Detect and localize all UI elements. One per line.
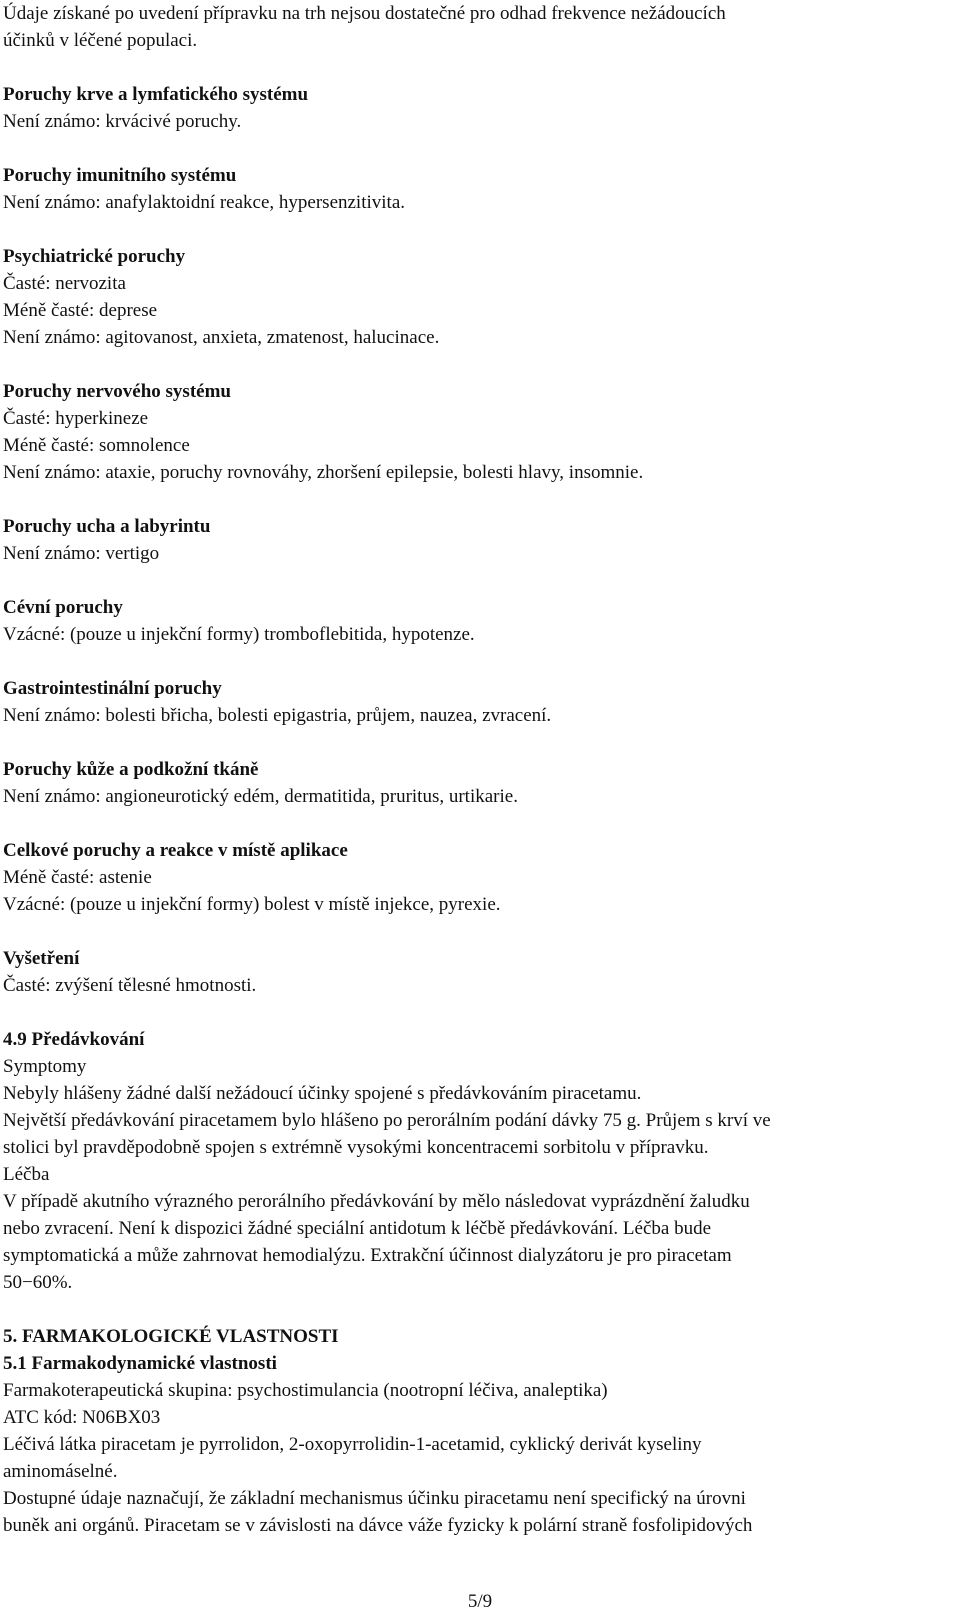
section-line: Vzácné: (pouze u injekční formy) tromboflebitida, hypotenze. <box>3 624 475 645</box>
paragraph-gap <box>3 567 953 594</box>
section-line: Časté: hyperkineze <box>3 408 149 429</box>
section-line: Není známo: agitovanost, anxieta, zmatenost, halucinace. <box>3 327 440 348</box>
section-heading-blood: Poruchy krve a lymfatického systému <box>3 84 309 105</box>
section-line: Méně časté: deprese <box>3 300 158 321</box>
section-heading-nervous: Poruchy nervového systému <box>3 381 231 402</box>
paragraph-gap <box>3 918 953 945</box>
section-line: Není známo: ataxie, poruchy rovnováhy, zhoršení epilepsie, bolesti hlavy, insomnie. <box>3 462 644 483</box>
paragraph-gap <box>3 648 953 675</box>
overdose-line: V případě akutního výrazného perorálního předávkování by mělo následovat vyprázdnění žaludku <box>3 1191 750 1212</box>
section-heading-immune: Poruchy imunitního systému <box>3 165 237 186</box>
section-heading-psychiatric: Psychiatrické poruchy <box>3 246 186 267</box>
overdose-line: stolici byl pravděpodobně spojen s extrémně vysokými koncentracemi sorbitolu v přípravku. <box>3 1137 709 1158</box>
section-line: Časté: nervozita <box>3 273 126 294</box>
paragraph-gap <box>3 486 953 513</box>
overdose-heading: 4.9 Předávkování <box>3 1029 145 1050</box>
overdose-line: Léčba <box>3 1164 50 1185</box>
pharmacology-line: buněk ani orgánů. Piracetam se v závislosti na dávce váže fyzicky k polární straně fosfolipidových <box>3 1515 753 1536</box>
pharmacodynamics-subheading: 5.1 Farmakodynamické vlastnosti <box>3 1353 277 1374</box>
pharmacology-line: ATC kód: N06BX03 <box>3 1407 161 1428</box>
section-heading-gastro: Gastrointestinální poruchy <box>3 678 222 699</box>
intro-line: Údaje získané po uvedení přípravku na trh nejsou dostatečné pro odhad frekvence nežádoucích <box>3 3 726 24</box>
intro-line: účinků v léčené populaci. <box>3 30 198 51</box>
paragraph-gap <box>3 729 953 756</box>
section-heading-skin: Poruchy kůže a podkožní tkáně <box>3 759 259 780</box>
overdose-line: 50−60%. <box>3 1272 73 1293</box>
section-heading-general: Celkové poruchy a reakce v místě aplikace <box>3 840 348 861</box>
paragraph-gap <box>3 810 953 837</box>
section-line: Není známo: anafylaktoidní reakce, hypersenzitivita. <box>3 192 406 213</box>
overdose-line: nebo zvracení. Není k dispozici žádné speciální antidotum k léčbě předávkování. Léčba bude <box>3 1218 712 1239</box>
paragraph-gap <box>3 135 953 162</box>
section-line: Časté: zvýšení tělesné hmotnosti. <box>3 975 257 996</box>
section-line: Není známo: angioneurotický edém, dermatitida, pruritus, urtikarie. <box>3 786 518 807</box>
paragraph-gap <box>3 1296 953 1323</box>
overdose-line: Největší předávkování piracetamem bylo hlášeno po perorálním podání dávky 75 g. Průjem s krví ve <box>3 1110 771 1131</box>
section-line: Méně časté: somnolence <box>3 435 190 456</box>
overdose-line: Nebyly hlášeny žádné další nežádoucí účinky spojené s předávkováním piracetamu. <box>3 1083 642 1104</box>
paragraph-gap <box>3 216 953 243</box>
overdose-line: symptomatická a může zahrnovat hemodialýzu. Extrakční účinnost dialyzátoru je pro piracetam <box>3 1245 732 1266</box>
pharmacology-line: Farmakoterapeutická skupina: psychostimulancia (nootropní léčiva, analeptika) <box>3 1380 608 1401</box>
section-heading-investigations: Vyšetření <box>3 948 80 969</box>
section-heading-vascular: Cévní poruchy <box>3 597 123 618</box>
paragraph-gap <box>3 999 953 1026</box>
pharmacology-line: Léčivá látka piracetam je pyrrolidon, 2-oxopyrrolidin-1-acetamid, cyklický derivát kyseliny <box>3 1434 702 1455</box>
section-line: Vzácné: (pouze u injekční formy) bolest v místě injekce, pyrexie. <box>3 894 501 915</box>
section-line: Méně časté: astenie <box>3 867 152 888</box>
section-line: Není známo: krvácivé poruchy. <box>3 111 242 132</box>
pharmacology-heading: 5. FARMAKOLOGICKÉ VLASTNOSTI <box>3 1326 339 1347</box>
overdose-line: Symptomy <box>3 1056 87 1077</box>
pharmacology-line: Dostupné údaje naznačují, že základní mechanismus účinku piracetamu není specifický na úrovni <box>3 1488 746 1509</box>
paragraph-gap <box>3 351 953 378</box>
section-line: Není známo: bolesti břicha, bolesti epigastria, průjem, nauzea, zvracení. <box>3 705 552 726</box>
pharmacology-line: aminomáselné. <box>3 1461 118 1482</box>
section-line: Není známo: vertigo <box>3 543 160 564</box>
page-number: 5/9 <box>467 1591 493 1612</box>
section-heading-ear: Poruchy ucha a labyrintu <box>3 516 211 537</box>
paragraph-gap <box>3 54 953 81</box>
document-page <box>3 0 953 1539</box>
